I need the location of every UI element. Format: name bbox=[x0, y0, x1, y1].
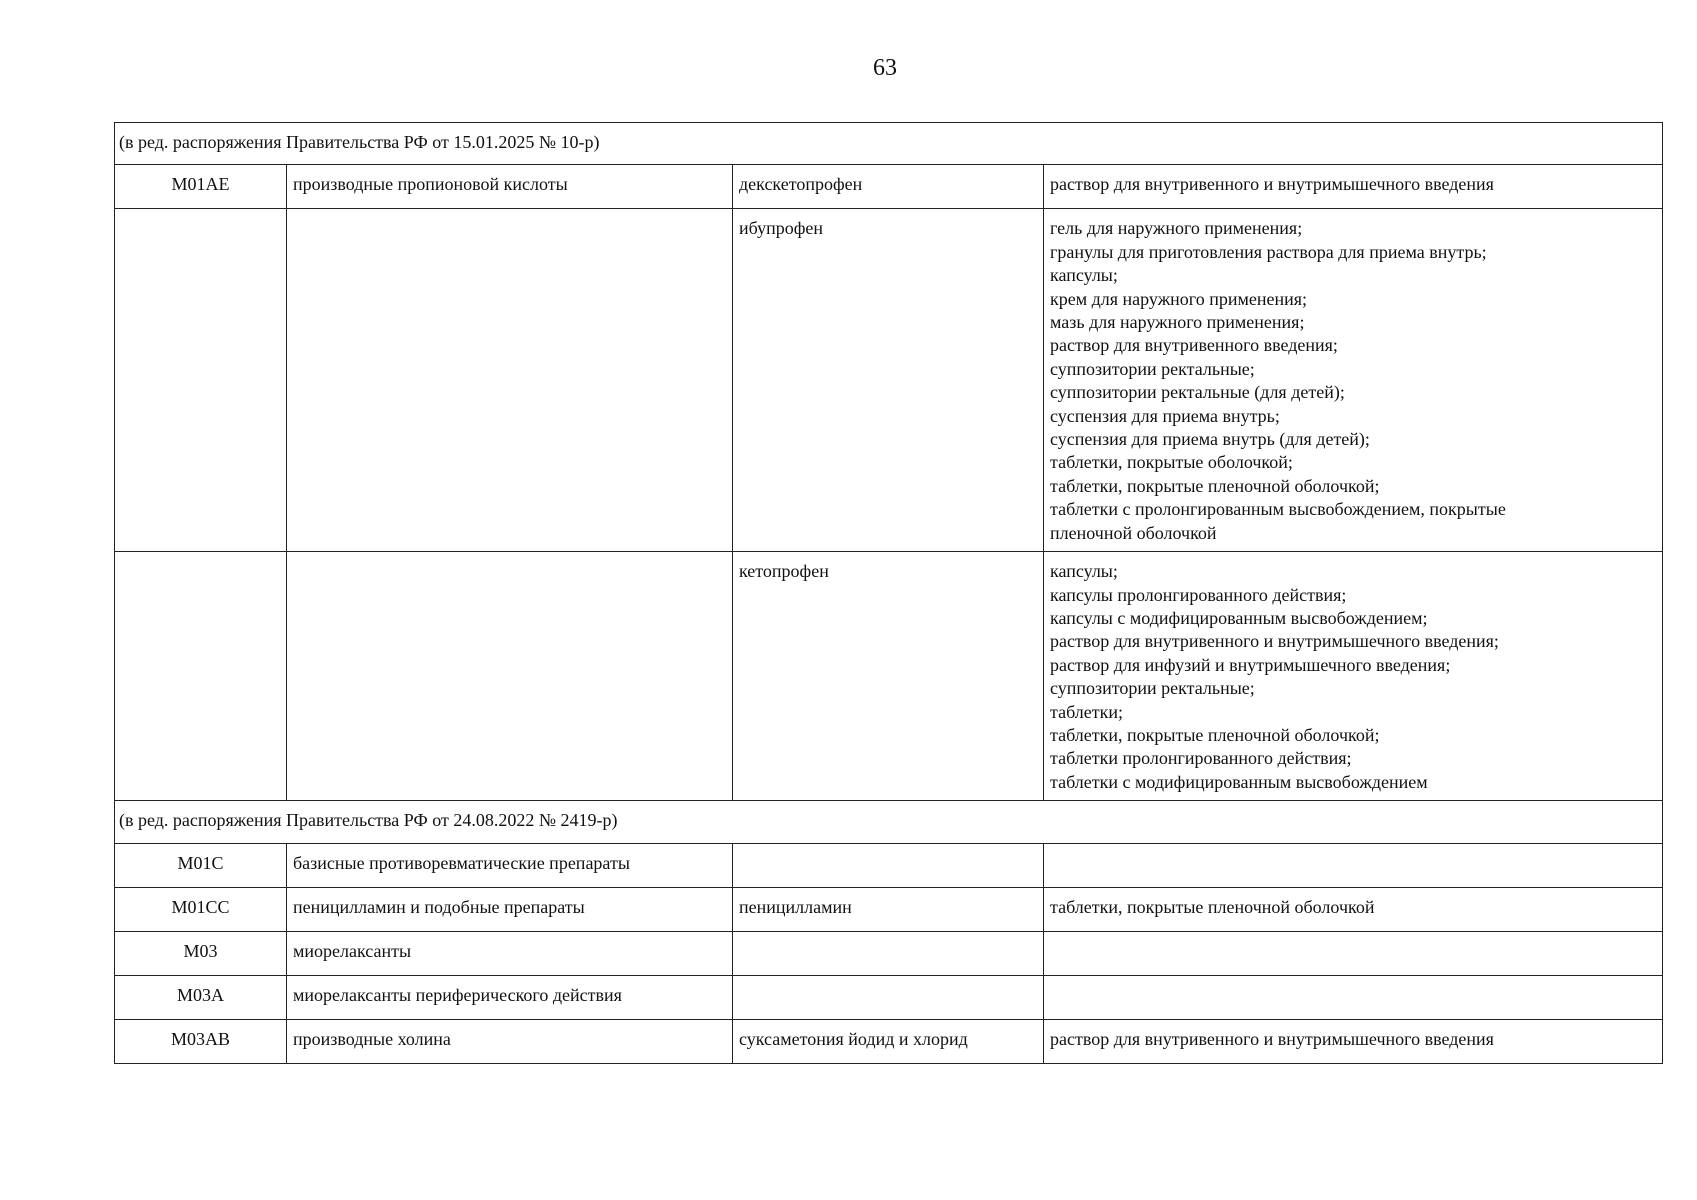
dosage-form: капсулы с модифицированным высвобождением; bbox=[1050, 607, 1428, 628]
dosage-form: суппозитории ректальные; bbox=[1050, 358, 1255, 379]
table-row bbox=[115, 843, 1663, 887]
dosage-form: таблетки с модифицированным высвобождением bbox=[1050, 771, 1428, 792]
dosage-form: раствор для внутривенного и внутримышечного введения bbox=[1050, 174, 1494, 195]
dosage-form: капсулы; bbox=[1050, 561, 1118, 582]
drug-table bbox=[114, 122, 1663, 1064]
atc-group: пеницилламин и подобные препараты bbox=[287, 887, 733, 931]
atc-code bbox=[115, 209, 287, 552]
dosage-form: таблетки; bbox=[1050, 701, 1124, 722]
dosage-form: раствор для внутривенного введения; bbox=[1050, 335, 1338, 356]
dosage-form: суспензия для приема внутрь; bbox=[1050, 405, 1280, 426]
dosage-form: таблетки, покрытые оболочкой; bbox=[1050, 452, 1293, 473]
dosage-form: капсулы; bbox=[1050, 265, 1118, 286]
dosage-form: пленочной оболочкой bbox=[1050, 522, 1217, 543]
table-row bbox=[115, 975, 1663, 1019]
drug-name: кетопрофен bbox=[733, 552, 1044, 801]
atc-group: производные пропионовой кислоты bbox=[287, 165, 733, 209]
atc-group: миорелаксанты bbox=[287, 931, 733, 975]
dosage-form: таблетки с пролонгированным высвобождением, покрытые bbox=[1050, 499, 1506, 520]
dosage-form: таблетки пролонгированного действия; bbox=[1050, 748, 1352, 769]
dosage-form: раствор для инфузий и внутримышечного введения; bbox=[1050, 654, 1451, 675]
table-row bbox=[115, 887, 1663, 931]
drug-name: суксаметония йодид и хлорид bbox=[733, 1019, 1044, 1063]
table-row bbox=[115, 209, 1663, 552]
dosage-forms bbox=[1044, 975, 1663, 1019]
dosage-form: таблетки, покрытые пленочной оболочкой bbox=[1050, 896, 1375, 917]
table-row bbox=[115, 552, 1663, 801]
dosage-form: капсулы пролонгированного действия; bbox=[1050, 584, 1347, 605]
dosage-form: суппозитории ректальные (для детей); bbox=[1050, 382, 1345, 403]
dosage-form: крем для наружного применения; bbox=[1050, 288, 1308, 309]
atc-group bbox=[287, 552, 733, 801]
table-row bbox=[115, 931, 1663, 975]
dosage-form: таблетки, покрытые пленочной оболочкой; bbox=[1050, 724, 1380, 745]
dosage-form: суспензия для приема внутрь (для детей); bbox=[1050, 429, 1370, 450]
dosage-forms bbox=[1044, 843, 1663, 887]
drug-name: пеницилламин bbox=[733, 887, 1044, 931]
dosage-forms bbox=[1044, 931, 1663, 975]
amendment-row bbox=[115, 801, 1663, 843]
drug-name: декскетопрофен bbox=[733, 165, 1044, 209]
dosage-forms bbox=[1044, 1019, 1663, 1063]
dosage-form: раствор для внутривенного и внутримышечного введения bbox=[1050, 1028, 1494, 1049]
atc-group: миорелаксанты периферического действия bbox=[287, 975, 733, 1019]
dosage-form: гранулы для приготовления раствора для приема внутрь; bbox=[1050, 241, 1487, 262]
page-number: 63 bbox=[873, 55, 897, 81]
dosage-form: таблетки, покрытые пленочной оболочкой; bbox=[1050, 475, 1380, 496]
atc-code: M01AE bbox=[115, 165, 287, 209]
amendment-row bbox=[115, 123, 1663, 165]
atc-code: M03AB bbox=[115, 1019, 287, 1063]
atc-code: M01CC bbox=[115, 887, 287, 931]
drug-name: ибупрофен bbox=[733, 209, 1044, 552]
table-row bbox=[115, 165, 1663, 209]
dosage-form: мазь для наружного применения; bbox=[1050, 312, 1305, 333]
table-row bbox=[115, 1019, 1663, 1063]
amendment-note: (в ред. распоряжения Правительства РФ от 15.01.2025 № 10-р) bbox=[115, 123, 1663, 165]
dosage-forms bbox=[1044, 552, 1663, 801]
drug-name bbox=[733, 931, 1044, 975]
amendment-note: (в ред. распоряжения Правительства РФ от 24.08.2022 № 2419-р) bbox=[115, 801, 1663, 843]
drug-name bbox=[733, 975, 1044, 1019]
dosage-form: суппозитории ректальные; bbox=[1050, 678, 1255, 699]
drug-name bbox=[733, 843, 1044, 887]
dosage-form: раствор для внутривенного и внутримышечного введения; bbox=[1050, 631, 1499, 652]
dosage-forms bbox=[1044, 887, 1663, 931]
atc-code bbox=[115, 552, 287, 801]
dosage-forms bbox=[1044, 165, 1663, 209]
atc-group: производные холина bbox=[287, 1019, 733, 1063]
atc-code: M01C bbox=[115, 843, 287, 887]
atc-group bbox=[287, 209, 733, 552]
atc-group: базисные противоревматические препараты bbox=[287, 843, 733, 887]
atc-code: M03A bbox=[115, 975, 287, 1019]
dosage-form: гель для наружного применения; bbox=[1050, 218, 1303, 239]
dosage-forms bbox=[1044, 209, 1663, 552]
atc-code: M03 bbox=[115, 931, 287, 975]
